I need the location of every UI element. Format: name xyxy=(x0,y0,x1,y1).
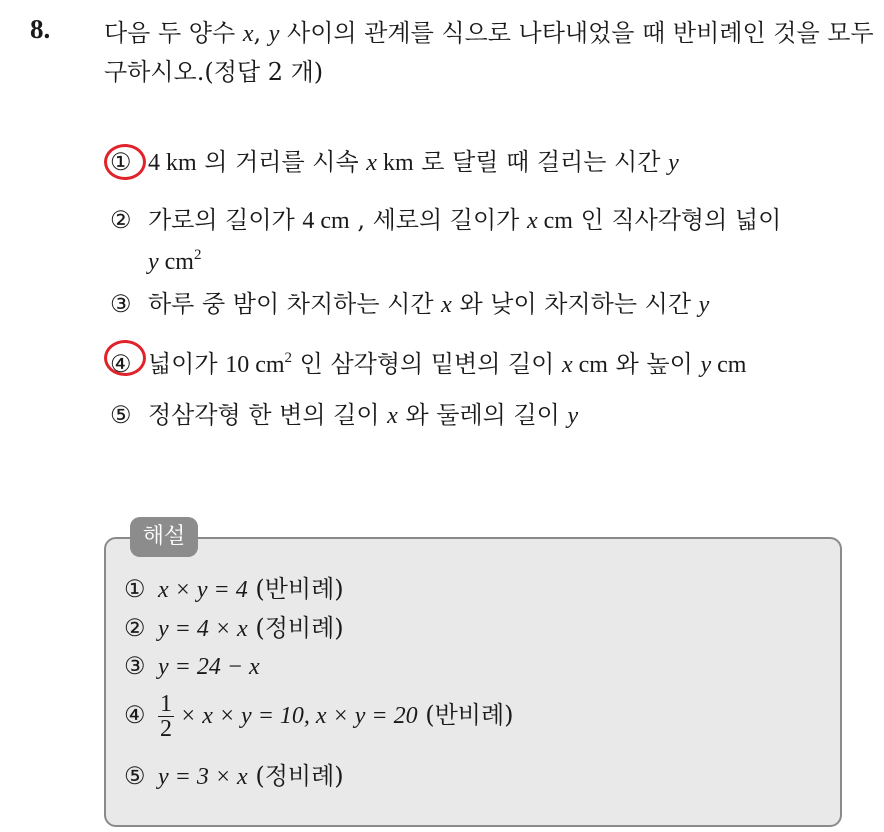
option-unit: km xyxy=(376,150,414,176)
solution-note: (반비례) xyxy=(417,701,514,729)
option-unit: cm xyxy=(537,208,573,234)
option-var-x: x xyxy=(562,352,573,378)
solution-expression: × x × y = 10, x × y = 20 xyxy=(180,703,418,729)
option-number: ② xyxy=(110,206,132,234)
option-text: 넓이가 xyxy=(148,350,226,378)
option-superscript: 2 xyxy=(193,247,202,263)
solution-line-2 xyxy=(124,611,344,646)
solution-expression: x × y = 4 xyxy=(158,577,248,603)
option-text: 로 달릴 때 걸리는 시간 xyxy=(413,148,669,176)
solution-fraction xyxy=(158,692,174,741)
option-text: 와 낮이 차지하는 시간 xyxy=(451,290,699,318)
fraction-numerator: 1 xyxy=(160,691,172,717)
option-2[interactable] xyxy=(110,203,781,279)
option-var-x: x xyxy=(441,292,452,318)
solution-expression: y = 4 × x xyxy=(158,616,248,642)
question-text-b: 사이의 관계를 식으로 나타내었을 때 반비례인 것을 모두 구하시오.(정답 2 개) xyxy=(104,19,874,86)
option-var-y: y xyxy=(698,292,710,318)
solution-number: ① xyxy=(124,575,146,603)
solution-number: ② xyxy=(124,614,146,642)
solution-expression: y = 3 × x xyxy=(158,764,248,790)
question-text xyxy=(104,14,874,91)
solution-line-4 xyxy=(124,690,514,741)
solution-note: (정비례) xyxy=(247,762,344,790)
option-value: 10 xyxy=(225,352,250,378)
solution-line-1 xyxy=(124,572,344,607)
option-var-x: x xyxy=(526,208,538,234)
option-1[interactable] xyxy=(110,145,679,180)
option-unit: cm xyxy=(249,352,285,378)
option-4[interactable] xyxy=(110,341,746,382)
option-text: 가로의 길이가 xyxy=(148,206,303,234)
solution-line-3 xyxy=(124,649,260,684)
option-text: , 세로의 길이가 xyxy=(349,206,527,234)
option-number: ① xyxy=(110,148,132,176)
question-var-x: x xyxy=(242,21,254,47)
option-text: 인 직사각형의 넓이 xyxy=(572,206,782,234)
option-text: 인 삼각형의 밑변의 길이 xyxy=(292,350,562,378)
solution-number: ③ xyxy=(124,652,146,680)
option-var-y: y xyxy=(668,150,679,176)
solution-number: ④ xyxy=(124,701,146,729)
option-text: 의 거리를 시속 xyxy=(196,148,367,176)
solution-note: (반비례) xyxy=(247,575,344,603)
question-number: 8. xyxy=(30,14,51,44)
solution-number: ⑤ xyxy=(124,762,146,790)
solution-line-5 xyxy=(124,759,344,794)
option-unit: km xyxy=(160,150,197,176)
option-var-y: y xyxy=(148,249,159,275)
option-text: 와 높이 xyxy=(607,350,701,378)
fraction-denominator: 2 xyxy=(160,716,172,742)
option-number: ⑤ xyxy=(110,401,132,429)
question-var-y: y xyxy=(268,21,280,47)
option-number: ④ xyxy=(110,350,132,378)
option-text: 정삼각형 한 변의 길이 xyxy=(148,401,388,429)
option-5[interactable] xyxy=(110,398,578,433)
question-comma: , xyxy=(253,19,269,47)
option-unit: cm xyxy=(572,352,608,378)
option-var-y: y xyxy=(700,352,712,378)
option-continuation xyxy=(110,238,781,279)
question-text-a: 다음 두 양수 xyxy=(104,19,243,47)
option-unit: cm xyxy=(158,249,194,275)
option-3[interactable] xyxy=(110,287,709,322)
option-number: ③ xyxy=(110,290,132,318)
option-var-x: x xyxy=(366,150,377,176)
option-unit: cm xyxy=(314,208,350,234)
option-text: 하루 중 밤이 차지하는 시간 xyxy=(148,290,442,318)
option-var-x: x xyxy=(387,403,398,429)
option-value: 4 xyxy=(302,208,315,234)
option-superscript: 2 xyxy=(284,350,293,366)
option-unit: cm xyxy=(711,352,747,378)
option-text: 4 xyxy=(148,150,160,176)
solution-tag: 해설 xyxy=(130,517,198,557)
solution-expression: y = 24 − x xyxy=(158,654,260,680)
option-text: 와 둘레의 길이 xyxy=(397,401,568,429)
solution-note: (정비례) xyxy=(247,614,344,642)
option-var-y: y xyxy=(567,403,579,429)
